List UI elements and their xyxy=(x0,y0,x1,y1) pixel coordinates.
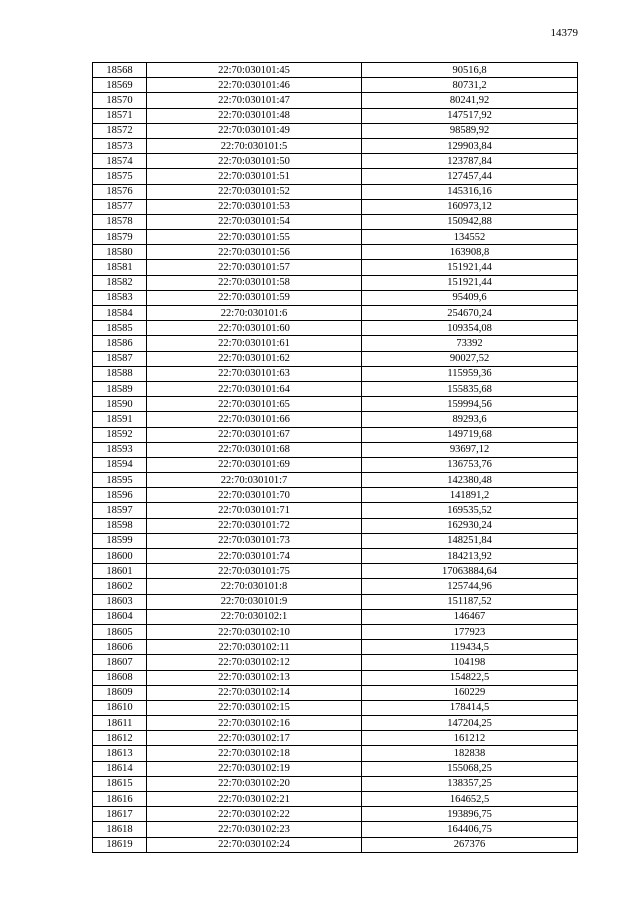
row-number-cell: 18613 xyxy=(93,746,147,761)
row-number-cell: 18607 xyxy=(93,655,147,670)
value-cell: 98589,92 xyxy=(362,123,578,138)
table-row xyxy=(93,716,578,731)
table-row xyxy=(93,184,578,199)
row-number-cell: 18590 xyxy=(93,397,147,412)
table-row xyxy=(93,397,578,412)
cadastral-number-cell: 22:70:030102:10 xyxy=(147,624,362,639)
cadastral-number-cell: 22:70:030102:11 xyxy=(147,640,362,655)
row-number-cell: 18583 xyxy=(93,290,147,305)
cadastral-number-cell: 22:70:030102:19 xyxy=(147,761,362,776)
value-cell: 109354,08 xyxy=(362,321,578,336)
value-cell: 145316,16 xyxy=(362,184,578,199)
table-row xyxy=(93,518,578,533)
row-number-cell: 18615 xyxy=(93,776,147,791)
row-number-cell: 18589 xyxy=(93,381,147,396)
cadastral-number-cell: 22:70:030101:66 xyxy=(147,412,362,427)
row-number-cell: 18608 xyxy=(93,670,147,685)
row-number-cell: 18611 xyxy=(93,716,147,731)
cadastral-number-cell: 22:70:030102:22 xyxy=(147,807,362,822)
cadastral-number-cell: 22:70:030101:45 xyxy=(147,63,362,78)
cadastral-number-cell: 22:70:030101:49 xyxy=(147,123,362,138)
value-cell: 163908,8 xyxy=(362,245,578,260)
row-number-cell: 18568 xyxy=(93,63,147,78)
row-number-cell: 18595 xyxy=(93,473,147,488)
cadastral-number-cell: 22:70:030102:14 xyxy=(147,685,362,700)
row-number-cell: 18571 xyxy=(93,108,147,123)
cadastral-number-cell: 22:70:030102:23 xyxy=(147,822,362,837)
value-cell: 147517,92 xyxy=(362,108,578,123)
row-number-cell: 18598 xyxy=(93,518,147,533)
table-row xyxy=(93,473,578,488)
cadastral-number-cell: 22:70:030101:64 xyxy=(147,381,362,396)
table-row xyxy=(93,457,578,472)
value-cell: 136753,76 xyxy=(362,457,578,472)
value-cell: 119434,5 xyxy=(362,640,578,655)
cadastral-number-cell: 22:70:030101:7 xyxy=(147,473,362,488)
value-cell: 127457,44 xyxy=(362,169,578,184)
row-number-cell: 18612 xyxy=(93,731,147,746)
value-cell: 160973,12 xyxy=(362,199,578,214)
row-number-cell: 18602 xyxy=(93,579,147,594)
value-cell: 169535,52 xyxy=(362,503,578,518)
row-number-cell: 18586 xyxy=(93,336,147,351)
table-row xyxy=(93,594,578,609)
value-cell: 104198 xyxy=(362,655,578,670)
cadastral-number-cell: 22:70:030101:59 xyxy=(147,290,362,305)
value-cell: 164652,5 xyxy=(362,792,578,807)
row-number-cell: 18573 xyxy=(93,138,147,153)
cadastral-number-cell: 22:70:030101:71 xyxy=(147,503,362,518)
row-number-cell: 18609 xyxy=(93,685,147,700)
cadastral-number-cell: 22:70:030102:24 xyxy=(147,837,362,852)
table-row xyxy=(93,78,578,93)
cadastral-number-cell: 22:70:030101:61 xyxy=(147,336,362,351)
row-number-cell: 18591 xyxy=(93,412,147,427)
row-number-cell: 18617 xyxy=(93,807,147,822)
value-cell: 123787,84 xyxy=(362,154,578,169)
table-row xyxy=(93,245,578,260)
value-cell: 125744,96 xyxy=(362,579,578,594)
cadastral-number-cell: 22:70:030101:75 xyxy=(147,564,362,579)
table-row xyxy=(93,138,578,153)
table-row xyxy=(93,488,578,503)
cadastral-number-cell: 22:70:030101:52 xyxy=(147,184,362,199)
table-row xyxy=(93,685,578,700)
cadastral-number-cell: 22:70:030101:56 xyxy=(147,245,362,260)
cadastral-number-cell: 22:70:030102:17 xyxy=(147,731,362,746)
table-row xyxy=(93,63,578,78)
row-number-cell: 18610 xyxy=(93,700,147,715)
row-number-cell: 18606 xyxy=(93,640,147,655)
cadastral-number-cell: 22:70:030101:50 xyxy=(147,154,362,169)
cadastral-number-cell: 22:70:030101:63 xyxy=(147,366,362,381)
cadastral-number-cell: 22:70:030101:72 xyxy=(147,518,362,533)
cadastral-number-cell: 22:70:030102:15 xyxy=(147,700,362,715)
cadastral-number-cell: 22:70:030101:8 xyxy=(147,579,362,594)
cadastral-number-cell: 22:70:030102:21 xyxy=(147,792,362,807)
table-row xyxy=(93,93,578,108)
table-row xyxy=(93,442,578,457)
row-number-cell: 18587 xyxy=(93,351,147,366)
value-cell: 178414,5 xyxy=(362,700,578,715)
row-number-cell: 18582 xyxy=(93,275,147,290)
value-cell: 90027,52 xyxy=(362,351,578,366)
cadastral-number-cell: 22:70:030101:51 xyxy=(147,169,362,184)
value-cell: 193896,75 xyxy=(362,807,578,822)
value-cell: 138357,25 xyxy=(362,776,578,791)
row-number-cell: 18576 xyxy=(93,184,147,199)
cadastral-number-cell: 22:70:030101:53 xyxy=(147,199,362,214)
row-number-cell: 18585 xyxy=(93,321,147,336)
cadastral-number-cell: 22:70:030101:47 xyxy=(147,93,362,108)
value-cell: 147204,25 xyxy=(362,716,578,731)
table-row xyxy=(93,792,578,807)
value-cell: 115959,36 xyxy=(362,366,578,381)
row-number-cell: 18614 xyxy=(93,761,147,776)
value-cell: 155835,68 xyxy=(362,381,578,396)
value-cell: 93697,12 xyxy=(362,442,578,457)
cadastral-number-cell: 22:70:030102:18 xyxy=(147,746,362,761)
value-cell: 149719,68 xyxy=(362,427,578,442)
row-number-cell: 18605 xyxy=(93,624,147,639)
row-number-cell: 18616 xyxy=(93,792,147,807)
table-row xyxy=(93,381,578,396)
table-row xyxy=(93,214,578,229)
value-cell: 151921,44 xyxy=(362,260,578,275)
table-row xyxy=(93,624,578,639)
table-row xyxy=(93,275,578,290)
table-row xyxy=(93,336,578,351)
table-row xyxy=(93,199,578,214)
table-row xyxy=(93,321,578,336)
table-row xyxy=(93,169,578,184)
cadastral-number-cell: 22:70:030101:6 xyxy=(147,306,362,321)
cadastral-number-cell: 22:70:030101:58 xyxy=(147,275,362,290)
value-cell: 159994,56 xyxy=(362,397,578,412)
table-row xyxy=(93,412,578,427)
row-number-cell: 18574 xyxy=(93,154,147,169)
value-cell: 148251,84 xyxy=(362,533,578,548)
cadastral-number-cell: 22:70:030101:9 xyxy=(147,594,362,609)
table-row xyxy=(93,776,578,791)
cadastral-number-cell: 22:70:030101:62 xyxy=(147,351,362,366)
value-cell: 73392 xyxy=(362,336,578,351)
cadastral-number-cell: 22:70:030101:67 xyxy=(147,427,362,442)
value-cell: 162930,24 xyxy=(362,518,578,533)
value-cell: 254670,24 xyxy=(362,306,578,321)
value-cell: 177923 xyxy=(362,624,578,639)
value-cell: 95409,6 xyxy=(362,290,578,305)
row-number-cell: 18569 xyxy=(93,78,147,93)
cadastral-number-cell: 22:70:030101:60 xyxy=(147,321,362,336)
row-number-cell: 18578 xyxy=(93,214,147,229)
cadastral-number-cell: 22:70:030101:74 xyxy=(147,549,362,564)
row-number-cell: 18588 xyxy=(93,366,147,381)
table-row xyxy=(93,822,578,837)
value-cell: 142380,48 xyxy=(362,473,578,488)
row-number-cell: 18601 xyxy=(93,564,147,579)
row-number-cell: 18581 xyxy=(93,260,147,275)
table-row xyxy=(93,290,578,305)
cadastral-number-cell: 22:70:030101:5 xyxy=(147,138,362,153)
cadastral-number-cell: 22:70:030102:13 xyxy=(147,670,362,685)
table-row xyxy=(93,609,578,624)
cadastral-number-cell: 22:70:030101:46 xyxy=(147,78,362,93)
cadastral-number-cell: 22:70:030102:1 xyxy=(147,609,362,624)
cadastral-number-cell: 22:70:030101:55 xyxy=(147,230,362,245)
value-cell: 150942,88 xyxy=(362,214,578,229)
cadastral-number-cell: 22:70:030101:54 xyxy=(147,214,362,229)
cadastral-number-cell: 22:70:030101:73 xyxy=(147,533,362,548)
table-row xyxy=(93,579,578,594)
value-cell: 154822,5 xyxy=(362,670,578,685)
value-cell: 160229 xyxy=(362,685,578,700)
table-row xyxy=(93,746,578,761)
value-cell: 80241,92 xyxy=(362,93,578,108)
value-cell: 151921,44 xyxy=(362,275,578,290)
row-number-cell: 18603 xyxy=(93,594,147,609)
row-number-cell: 18593 xyxy=(93,442,147,457)
row-number-cell: 18619 xyxy=(93,837,147,852)
value-cell: 155068,25 xyxy=(362,761,578,776)
row-number-cell: 18594 xyxy=(93,457,147,472)
table-body xyxy=(93,63,578,853)
table-row xyxy=(93,260,578,275)
row-number-cell: 18596 xyxy=(93,488,147,503)
table-row xyxy=(93,655,578,670)
table-row xyxy=(93,154,578,169)
value-cell: 161212 xyxy=(362,731,578,746)
table-row xyxy=(93,503,578,518)
row-number-cell: 18597 xyxy=(93,503,147,518)
table-row xyxy=(93,670,578,685)
cadastral-number-cell: 22:70:030102:16 xyxy=(147,716,362,731)
value-cell: 164406,75 xyxy=(362,822,578,837)
table-row xyxy=(93,731,578,746)
row-number-cell: 18600 xyxy=(93,549,147,564)
row-number-cell: 18575 xyxy=(93,169,147,184)
row-number-cell: 18570 xyxy=(93,93,147,108)
row-number-cell: 18572 xyxy=(93,123,147,138)
page-number: 14379 xyxy=(550,27,578,39)
table-row xyxy=(93,123,578,138)
table-row xyxy=(93,564,578,579)
value-cell: 146467 xyxy=(362,609,578,624)
table-row xyxy=(93,700,578,715)
table-row xyxy=(93,351,578,366)
table-row xyxy=(93,761,578,776)
cadastral-number-cell: 22:70:030101:69 xyxy=(147,457,362,472)
value-cell: 80731,2 xyxy=(362,78,578,93)
cadastral-value-table xyxy=(92,62,578,853)
cadastral-number-cell: 22:70:030101:65 xyxy=(147,397,362,412)
table-row xyxy=(93,366,578,381)
value-cell: 151187,52 xyxy=(362,594,578,609)
table-row xyxy=(93,533,578,548)
cadastral-number-cell: 22:70:030101:57 xyxy=(147,260,362,275)
row-number-cell: 18579 xyxy=(93,230,147,245)
value-cell: 89293,6 xyxy=(362,412,578,427)
table-row xyxy=(93,108,578,123)
row-number-cell: 18599 xyxy=(93,533,147,548)
value-cell: 141891,2 xyxy=(362,488,578,503)
row-number-cell: 18584 xyxy=(93,306,147,321)
row-number-cell: 18580 xyxy=(93,245,147,260)
table-row xyxy=(93,230,578,245)
row-number-cell: 18592 xyxy=(93,427,147,442)
row-number-cell: 18577 xyxy=(93,199,147,214)
cadastral-number-cell: 22:70:030101:68 xyxy=(147,442,362,457)
table-row xyxy=(93,549,578,564)
table-row xyxy=(93,837,578,852)
cadastral-number-cell: 22:70:030101:70 xyxy=(147,488,362,503)
cadastral-number-cell: 22:70:030101:48 xyxy=(147,108,362,123)
cadastral-number-cell: 22:70:030102:20 xyxy=(147,776,362,791)
row-number-cell: 18604 xyxy=(93,609,147,624)
value-cell: 129903,84 xyxy=(362,138,578,153)
value-cell: 184213,92 xyxy=(362,549,578,564)
table-row xyxy=(93,807,578,822)
value-cell: 90516,8 xyxy=(362,63,578,78)
value-cell: 17063884,64 xyxy=(362,564,578,579)
value-cell: 182838 xyxy=(362,746,578,761)
value-cell: 267376 xyxy=(362,837,578,852)
row-number-cell: 18618 xyxy=(93,822,147,837)
value-cell: 134552 xyxy=(362,230,578,245)
cadastral-number-cell: 22:70:030102:12 xyxy=(147,655,362,670)
table-row xyxy=(93,306,578,321)
table-row xyxy=(93,427,578,442)
table-row xyxy=(93,640,578,655)
